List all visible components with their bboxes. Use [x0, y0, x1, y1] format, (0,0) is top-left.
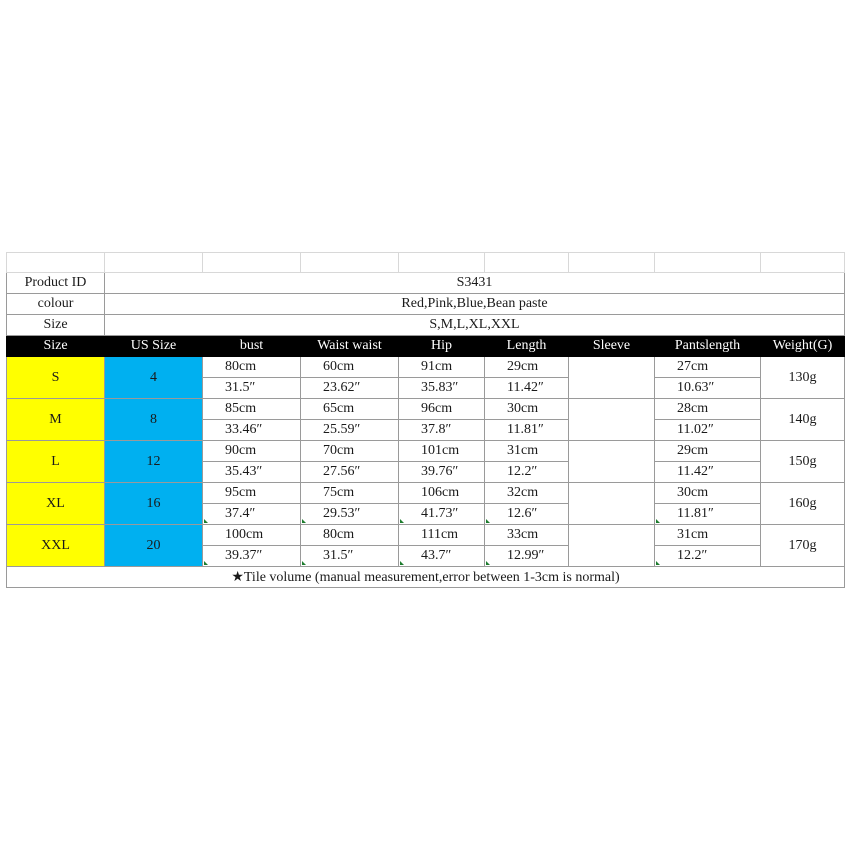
waist-cm-cell: 60cm: [301, 357, 399, 378]
hip-in-cell: 37.8″: [399, 420, 485, 441]
weight-cell: 130g: [761, 357, 845, 399]
pants-in-cell: 11.42″: [655, 462, 761, 483]
weight-cell: 170g: [761, 525, 845, 567]
waist-cm-cell: 65cm: [301, 399, 399, 420]
cell-marker: [302, 561, 306, 565]
cell-marker: [656, 561, 660, 565]
us-size-cell: 20: [105, 525, 203, 567]
size-cell: S: [7, 357, 105, 399]
length-cm-cell: 33cm: [485, 525, 569, 546]
pants-cm-cell: 31cm: [655, 525, 761, 546]
sleeve-cell: [569, 525, 655, 567]
hip-in-cell: 35.83″: [399, 378, 485, 399]
hip-in-cell: [399, 546, 485, 567]
header-row: [7, 336, 845, 357]
us-size-cell: 12: [105, 441, 203, 483]
pants-in-cell: [655, 504, 761, 525]
size-chart-table: [6, 252, 845, 588]
sleeve-cell: [569, 441, 655, 483]
pants-in-cell: 10.63″: [655, 378, 761, 399]
header-pantslength: Pantslength: [655, 336, 761, 357]
waist-in-cell: [301, 546, 399, 567]
waist-cm-cell: 80cm: [301, 525, 399, 546]
bust-in-cell: [203, 504, 301, 525]
us-size-cell: 16: [105, 483, 203, 525]
bust-cm-cell: 85cm: [203, 399, 301, 420]
size-label: Size: [7, 315, 105, 336]
bust-in-cell: [203, 546, 301, 567]
bust-in-text: 37.4″: [225, 506, 256, 521]
hip-in-cell: 39.76″: [399, 462, 485, 483]
waist-in-text: 29.53″: [323, 506, 361, 521]
colour-label: colour: [7, 294, 105, 315]
pants-cm-cell: 28cm: [655, 399, 761, 420]
length-in-text: 12.6″: [507, 506, 538, 521]
header-us-size: US Size: [105, 336, 203, 357]
us-size-cell: 8: [105, 399, 203, 441]
hip-cm-cell: 111cm: [399, 525, 485, 546]
hip-cm-cell: 106cm: [399, 483, 485, 504]
footer-row: [7, 567, 845, 588]
table-row: [7, 441, 845, 462]
cell-marker: [486, 519, 490, 523]
blank-row: [7, 253, 845, 273]
bust-in-cell: 31.5″: [203, 378, 301, 399]
colour-row: [7, 294, 845, 315]
length-cm-cell: 29cm: [485, 357, 569, 378]
us-size-cell: 4: [105, 357, 203, 399]
cell-marker: [486, 561, 490, 565]
length-cm-cell: 31cm: [485, 441, 569, 462]
pants-cm-cell: 30cm: [655, 483, 761, 504]
pants-cm-cell: 27cm: [655, 357, 761, 378]
hip-in-text: 41.73″: [421, 506, 459, 521]
bust-in-cell: 33.46″: [203, 420, 301, 441]
header-size: Size: [7, 336, 105, 357]
pants-in-cell: [655, 546, 761, 567]
cell-marker: [400, 561, 404, 565]
waist-in-cell: 27.56″: [301, 462, 399, 483]
length-in-text: 12.99″: [507, 548, 545, 563]
weight-cell: 160g: [761, 483, 845, 525]
pants-cm-cell: 29cm: [655, 441, 761, 462]
size-chart-sheet: [6, 252, 844, 588]
hip-cm-cell: 91cm: [399, 357, 485, 378]
pants-in-text: 12.2″: [677, 548, 708, 563]
waist-in-cell: [301, 504, 399, 525]
table-row: [7, 399, 845, 420]
sleeve-cell: [569, 357, 655, 399]
cell-marker: [302, 519, 306, 523]
pants-in-text: 11.81″: [677, 506, 714, 521]
cell-marker: [204, 519, 208, 523]
size-value: S,M,L,XL,XXL: [105, 315, 845, 336]
sleeve-cell: [569, 483, 655, 525]
colour-value: Red,Pink,Blue,Bean paste: [105, 294, 845, 315]
bust-cm-cell: 100cm: [203, 525, 301, 546]
bust-in-text: 39.37″: [225, 548, 263, 563]
size-list-row: [7, 315, 845, 336]
waist-in-cell: 23.62″: [301, 378, 399, 399]
table-row: [7, 525, 845, 546]
cell-marker: [400, 519, 404, 523]
waist-cm-cell: 70cm: [301, 441, 399, 462]
header-weight: Weight(G): [761, 336, 845, 357]
size-cell: L: [7, 441, 105, 483]
bust-cm-cell: 95cm: [203, 483, 301, 504]
waist-in-cell: 25.59″: [301, 420, 399, 441]
hip-cm-cell: 96cm: [399, 399, 485, 420]
bust-in-cell: 35.43″: [203, 462, 301, 483]
length-in-cell: 11.81″: [485, 420, 569, 441]
product-id-row: [7, 273, 845, 294]
waist-cm-cell: 75cm: [301, 483, 399, 504]
header-sleeve: Sleeve: [569, 336, 655, 357]
product-id-label: Product ID: [7, 273, 105, 294]
length-in-cell: [485, 504, 569, 525]
pants-in-cell: 11.02″: [655, 420, 761, 441]
weight-cell: 150g: [761, 441, 845, 483]
hip-in-cell: [399, 504, 485, 525]
length-in-cell: [485, 546, 569, 567]
table-row: [7, 357, 845, 378]
header-hip: Hip: [399, 336, 485, 357]
length-cm-cell: 32cm: [485, 483, 569, 504]
bust-cm-cell: 80cm: [203, 357, 301, 378]
footer-note: ★Tile volume (manual measurement,error between 1-3cm is normal): [7, 567, 845, 588]
table-row: [7, 483, 845, 504]
header-bust: bust: [203, 336, 301, 357]
header-length: Length: [485, 336, 569, 357]
size-cell: XXL: [7, 525, 105, 567]
header-waist: Waist waist: [301, 336, 399, 357]
size-cell: XL: [7, 483, 105, 525]
length-in-cell: 12.2″: [485, 462, 569, 483]
hip-in-text: 43.7″: [421, 548, 452, 563]
length-cm-cell: 30cm: [485, 399, 569, 420]
cell-marker: [204, 561, 208, 565]
cell-marker: [656, 519, 660, 523]
length-in-cell: 11.42″: [485, 378, 569, 399]
sleeve-cell: [569, 399, 655, 441]
product-id-value: S3431: [105, 273, 845, 294]
bust-cm-cell: 90cm: [203, 441, 301, 462]
weight-cell: 140g: [761, 399, 845, 441]
hip-cm-cell: 101cm: [399, 441, 485, 462]
waist-in-text: 31.5″: [323, 548, 354, 563]
size-cell: M: [7, 399, 105, 441]
